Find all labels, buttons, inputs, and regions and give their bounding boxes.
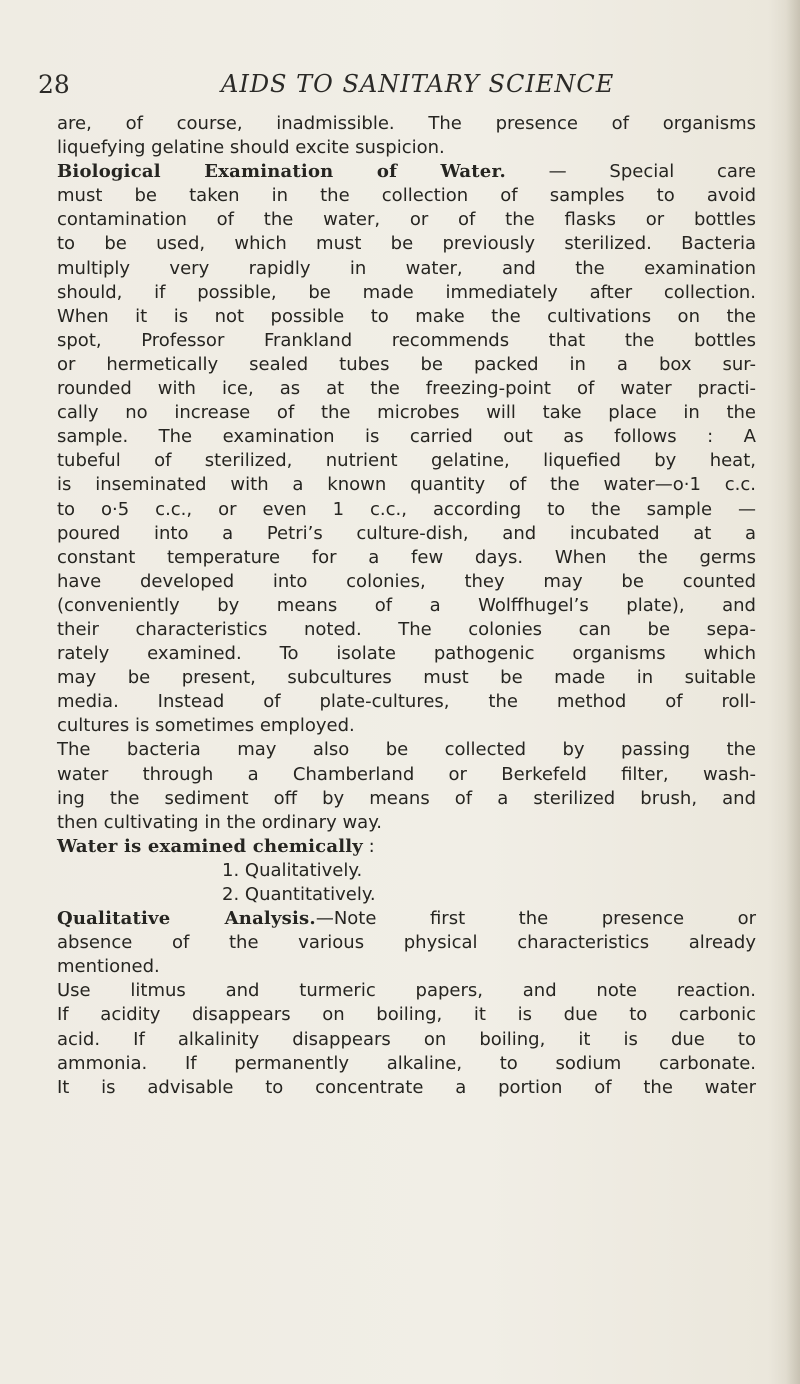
text-line — [57, 112, 756, 136]
text-line — [57, 570, 756, 594]
line-text: ing the sediment off by means of a sterilized brush, and — [57, 787, 756, 809]
line-text: water through a Chamberland or Berkefeld filter, wash- — [57, 763, 756, 785]
line-text: liquefying gelatine should excite suspicion. — [57, 137, 445, 159]
text-line — [57, 208, 756, 232]
line-text: acid. If alkalinity disappears on boiling, it is due to — [57, 1028, 756, 1050]
text-line — [57, 329, 756, 353]
text-line — [57, 907, 756, 931]
line-text: It is advisable to concentrate a portion of the water — [57, 1076, 756, 1098]
text-line — [57, 787, 756, 811]
line-text: rately examined. To isolate pathogenic organisms which — [57, 643, 756, 665]
text-line — [57, 353, 756, 377]
section-heading: Water is examined chemically — [57, 835, 363, 857]
text-line — [57, 714, 756, 738]
text-line — [57, 979, 756, 1003]
text-line — [57, 473, 756, 497]
line-text: 2. Quantitatively. — [222, 884, 376, 905]
text-line — [57, 498, 756, 522]
line-text: tubeful of sterilized, nutrient gelatine, liquefied by heat, — [57, 450, 756, 472]
text-line — [57, 666, 756, 690]
line-text: constant temperature for a few days. When the germs — [57, 546, 756, 568]
line-text: —Note first the presence or — [315, 908, 756, 930]
text-line — [57, 738, 756, 762]
line-text: absence of the various physical characteristics already — [57, 932, 756, 954]
text-line — [57, 955, 756, 979]
line-text: mentioned. — [57, 956, 160, 978]
text-line — [57, 522, 756, 546]
line-text: cally no increase of the microbes will take place in the — [57, 402, 756, 424]
text-line — [57, 377, 756, 401]
page-edge-shadow — [786, 0, 800, 1384]
text-line — [57, 690, 756, 714]
text-line — [57, 281, 756, 305]
line-text: If acidity disappears on boiling, it is due to carbonic — [57, 1004, 756, 1026]
body-text — [57, 112, 756, 1100]
line-text: are, of course, inadmissible. The presence of organisms — [57, 113, 756, 134]
text-line — [57, 1028, 756, 1052]
text-line — [57, 642, 756, 666]
text-line — [57, 184, 756, 208]
text-line — [57, 257, 756, 281]
text-line — [57, 425, 756, 449]
text-line — [57, 136, 756, 160]
text-line — [57, 1003, 756, 1027]
line-text: spot, Professor Frankland recommends that the bottles — [57, 329, 756, 351]
line-text: rounded with ice, as at the freezing-point of water practi- — [57, 378, 756, 400]
text-line — [57, 618, 756, 642]
text-line — [57, 811, 756, 835]
line-text: multiply very rapidly in water, and the examination — [57, 257, 756, 279]
line-text: media. Instead of plate-cultures, the method of roll- — [57, 691, 756, 713]
line-text: must be taken in the collection of samples to avoid — [57, 185, 756, 207]
line-text: ammonia. If permanently alkaline, to sodium carbonate. — [57, 1052, 756, 1074]
text-line — [57, 883, 756, 907]
line-text: — Special care — [505, 161, 756, 183]
line-text: cultures is sometimes employed. — [57, 715, 355, 737]
line-text: sample. The examination is carried out as follows : A — [57, 426, 756, 448]
line-text: (conveniently by means of a Wolffhugel’s plate), and — [57, 594, 756, 616]
text-line — [57, 401, 756, 425]
text-line — [57, 859, 756, 883]
text-line — [57, 835, 756, 859]
text-line — [57, 546, 756, 570]
page-header — [38, 70, 738, 110]
text-line — [57, 449, 756, 473]
section-heading: Qualitative Analysis. — [57, 908, 316, 930]
running-title: AIDS TO SANITARY SCIENCE — [221, 70, 615, 98]
line-text: is inseminated with a known quantity of the water—o·1 c.c. — [57, 474, 756, 496]
line-text: to be used, which must be previously sterilized. Bacteria — [57, 233, 756, 255]
line-text: When it is not possible to make the cultivations on the — [57, 305, 756, 327]
text-line — [57, 232, 756, 256]
section-heading: Biological Examination of Water. — [57, 161, 506, 183]
line-text: The bacteria may also be collected by passing the — [57, 739, 756, 761]
text-line — [57, 1052, 756, 1076]
line-text: Use litmus and turmeric papers, and note reaction. — [57, 980, 756, 1002]
text-line — [57, 160, 756, 184]
line-text: have developed into colonies, they may be counted — [57, 570, 756, 592]
text-line — [57, 594, 756, 618]
line-text: may be present, subcultures must be made in suitable — [57, 667, 756, 689]
text-line — [57, 763, 756, 787]
line-text: contamination of the water, or of the flasks or bottles — [57, 209, 756, 231]
line-text: or hermetically sealed tubes be packed in a box sur- — [57, 353, 756, 375]
line-text: 1. Qualitatively. — [222, 859, 363, 881]
text-line — [57, 1076, 756, 1100]
text-line — [57, 931, 756, 955]
text-line — [57, 305, 756, 329]
line-text: their characteristics noted. The colonies can be sepa- — [57, 618, 756, 640]
line-text: to o·5 c.c., or even 1 c.c., according to the sample — — [57, 498, 756, 520]
line-text: should, if possible, be made immediately after collection. — [57, 281, 756, 303]
page-number: 28 — [38, 70, 70, 99]
line-text: : — [362, 835, 375, 857]
line-text: then cultivating in the ordinary way. — [57, 811, 383, 833]
line-text: poured into a Petri’s culture-dish, and incubated at a — [57, 522, 756, 544]
